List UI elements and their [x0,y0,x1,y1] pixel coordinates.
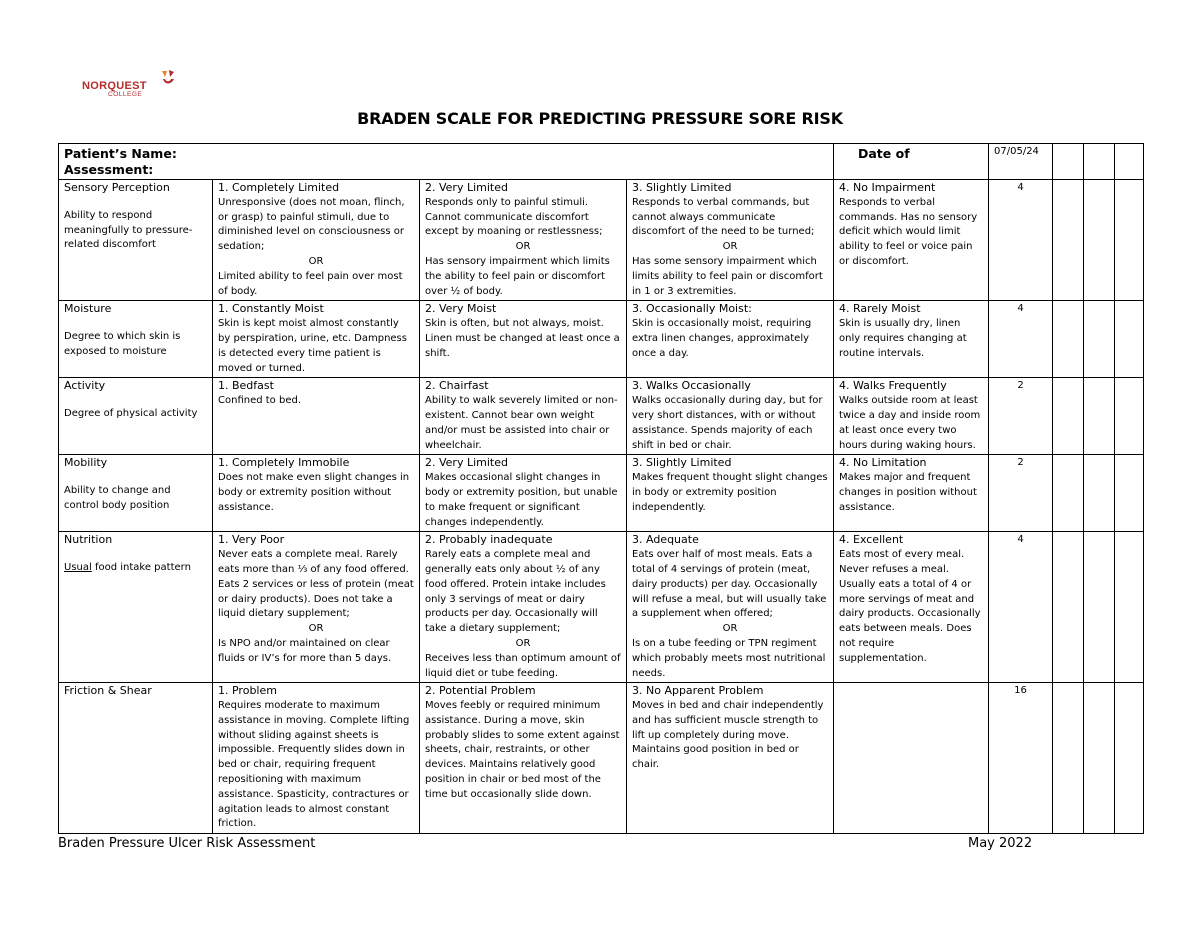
category-cell [59,180,213,301]
option-text-alt: Has some sensory impairment which limits ability to feel pain or discomfort in 1 or 3 extremities. [632,255,823,297]
logo-mark-icon [160,69,176,87]
option-cell [834,532,989,683]
option-text: Confined to bed. [218,395,301,407]
option-title: 1. Problem [218,684,277,698]
option-text: Moves feebly or required minimum assistance. During a move, skin probably slides to some extent against sheets, chair, restraints, or other devices. Maintains relatively good position in chair or bed most of the time but occasionally slide down. [425,700,620,800]
category-description: Ability to respond meaningfully to pressure-related discomfort [64,209,193,251]
patient-name-cell [59,144,834,180]
empty-score-cell [1053,378,1084,455]
or-separator: OR [308,255,324,267]
empty-score-cell [1084,378,1115,455]
empty-score-cell [1053,180,1084,301]
date-value: 07/05/24 [989,144,1053,180]
page-title: BRADEN SCALE FOR PREDICTING PRESSURE SORE RISK [357,109,843,128]
option-cell [834,180,989,301]
option-text-alt: Limited ability to feel pain over most of body. [218,270,403,297]
logo-name: NORQUEST [82,80,147,92]
option-text: Ability to walk severely limited or non-existent. Cannot bear own weight and/or must be assisted into chair or wheelchair. [425,395,618,451]
category-title: Sensory Perception [64,181,170,194]
option-text-alt: Receives less than optimum amount of liquid diet or tube feeding. [425,652,621,679]
date-of-label: Date of [858,146,910,161]
date-col-3 [1084,144,1115,180]
or-separator: OR [515,637,531,649]
score-cell: 4 [989,180,1053,301]
option-title: 2. Chairfast [425,379,489,393]
option-text: Responds to verbal commands. Has no sensory deficit which would limit ability to feel or voice pain or discomfort. [839,196,978,267]
option-title: 4. No Limitation [839,456,927,470]
option-title: 2. Potential Problem [425,684,536,698]
category-description: Degree of physical activity [64,408,198,420]
option-title: 2. Very Limited [425,456,508,470]
option-text: Eats over half of most meals. Eats a total of 4 servings of protein (meat, dairy products) per day. Occasionally will refuse a meal, but will usually take a supplement when offered; [632,549,827,620]
option-cell [627,180,834,301]
option-title: 3. Walks Occasionally [632,379,751,393]
option-text: Responds to verbal commands, but cannot always communicate discomfort of the need to be turned; [632,196,815,238]
option-cell [834,455,989,532]
category-title: Activity [64,379,106,393]
category-cell [59,455,213,532]
option-cell [627,378,834,455]
date-of-cell [834,144,989,180]
table-row [59,532,1144,683]
table-row [59,683,1144,834]
option-title: 3. No Apparent Problem [632,684,764,698]
empty-score-cell [1053,301,1084,378]
option-cell [420,180,627,301]
or-separator: OR [722,241,738,253]
option-title: 3. Slightly Limited [632,456,732,470]
option-text: Makes frequent thought slight changes in body or extremity position independently. [632,472,828,513]
empty-score-cell [1115,532,1144,683]
option-title: 2. Very Moist [425,302,497,316]
option-text: Moves in bed and chair independently and has sufficient muscle strength to lift up completely during move. Maintains good position in bed or chair. [632,700,824,771]
empty-score-cell [1115,378,1144,455]
option-title: 2. Probably inadequate [425,533,553,547]
footer-right: May 2022 [968,836,1033,851]
score-cell: 2 [989,378,1053,455]
option-text: Makes occasional slight changes in body or extremity position, but unable to make frequent or significant changes independently. [425,472,618,528]
option-cell [213,378,420,455]
or-separator: OR [515,241,531,253]
date-col-2 [1053,144,1084,180]
option-title: 1. Completely Limited [218,181,340,194]
option-cell [834,378,989,455]
option-cell [213,455,420,532]
option-cell [834,683,989,834]
footer-left: Braden Pressure Ulcer Risk Assessment [58,836,316,851]
option-cell [420,455,627,532]
option-title: 4. Walks Frequently [839,379,947,393]
or-separator: OR [308,623,324,635]
option-text: Unresponsive (does not moan, flinch, or grasp) to painful stimuli, due to diminished level on consciousness or sedation; [218,196,405,253]
empty-score-cell [1053,532,1084,683]
empty-score-cell [1084,532,1115,683]
option-text: Responds only to painful stimuli. Cannot communicate discomfort except by moaning or restlessness; [425,196,603,238]
option-text: Never eats a complete meal. Rarely eats more than ⅓ of any food offered. Eats 2 services or less of protein (meat or dairy products). Does not take a liquid dietary supplement; [218,549,414,620]
category-description-underlined: Usual [64,562,92,574]
option-text: Makes major and frequent changes in position without assistance. [839,472,977,513]
option-title: 3. Slightly Limited [632,181,732,194]
score-cell: 16 [989,683,1053,834]
option-title: 1. Constantly Moist [218,302,324,316]
option-text-alt: Is NPO and/or maintained on clear fluids or IV’s for more than 5 days. [218,637,392,664]
option-text: Walks occasionally during day, but for very short distances, with or without assistance. Spends majority of each shift in bed or chair. [632,395,823,451]
empty-score-cell [1115,455,1144,532]
category-description: Degree to which skin is exposed to moisture [64,331,181,357]
category-cell [59,301,213,378]
category-title: Mobility [64,456,108,470]
option-cell [420,683,627,834]
category-cell [59,683,213,834]
option-cell [627,301,834,378]
assessment-label: Assessment: [64,162,154,177]
table-row [59,455,1144,532]
option-text: Rarely eats a complete meal and generally eats only about ½ of any food offered. Protein intake includes only 3 servings of meat or dairy products per day. Occasionally will take a dietary supplement; [425,549,606,635]
option-title: 3. Occasionally Moist: [632,302,752,316]
category-cell [59,378,213,455]
empty-score-cell [1084,455,1115,532]
option-text: Skin is often, but not always, moist. Linen must be changed at least once a shift. [425,318,620,359]
empty-score-cell [1053,455,1084,532]
option-text: Skin is usually dry, linen only requires changing at routine intervals. [839,318,967,359]
option-text: Walks outside room at least twice a day and inside room at least once every two hours during waking hours. [839,395,981,451]
date-col-4 [1115,144,1144,180]
option-text: Eats most of every meal. Never refuses a meal. Usually eats a total of 4 or more servings of meat and dairy products. Occasionally eats between meals. Does not require supplementation. [839,549,981,664]
option-title: 3. Adequate [632,533,699,547]
category-title: Friction & Shear [64,684,152,698]
category-title: Nutrition [64,533,113,547]
option-text: Skin is kept moist almost constantly by perspiration, urine, etc. Dampness is detected every time patient is moved or turned. [218,318,407,374]
table-row [59,301,1144,378]
option-cell [627,683,834,834]
score-cell: 4 [989,532,1053,683]
empty-score-cell [1115,683,1144,834]
empty-score-cell [1084,683,1115,834]
option-cell [627,455,834,532]
empty-score-cell [1084,180,1115,301]
table-body [59,180,1144,834]
option-cell [834,301,989,378]
category-description: Ability to change and control body position [64,485,171,511]
category-description-rest: food intake pattern [91,562,191,574]
option-cell [420,532,627,683]
option-text: Requires moderate to maximum assistance in moving. Complete lifting without sliding against sheets is impossible. Frequently slides down in bed or chair, requiring frequent repositioning with maximum assistance. Spasticity, contractures or agitation leads to almost constant friction. [218,700,410,830]
option-text-alt: Is on a tube feeding or TPN regiment which probably meets most nutritional needs. [632,637,826,679]
score-cell: 4 [989,301,1053,378]
category-title: Moisture [64,302,112,316]
option-text: Does not make even slight changes in body or extremity position without assistance. [218,472,410,513]
or-separator: OR [722,623,738,635]
option-title: 4. No Impairment [839,181,936,194]
table-row [59,180,1144,301]
option-cell [213,301,420,378]
option-title: 1. Completely Immobile [218,456,350,470]
empty-score-cell [1053,683,1084,834]
table-row [59,378,1144,455]
category-cell [59,532,213,683]
category-description [64,561,207,576]
option-title: 1. Very Poor [218,533,285,547]
option-cell [420,301,627,378]
option-text-alt: Has sensory impairment which limits the ability to feel pain or discomfort over ½ of body. [425,255,610,297]
option-text: Skin is occasionally moist, requiring extra linen changes, approximately once a day. [632,318,812,359]
empty-score-cell [1084,301,1115,378]
logo-sub: COLLEGE [108,91,143,98]
option-title: 1. Bedfast [218,379,274,393]
option-cell [627,532,834,683]
empty-score-cell [1115,301,1144,378]
option-title: 4. Rarely Moist [839,302,921,316]
option-title: 2. Very Limited [425,181,508,194]
option-title: 4. Excellent [839,533,904,547]
option-cell [213,532,420,683]
option-cell [213,180,420,301]
empty-score-cell [1115,180,1144,301]
patient-name-label: Patient’s Name: [64,146,177,161]
option-cell [213,683,420,834]
option-cell [420,378,627,455]
header-row [59,144,1144,180]
braden-table [58,143,1144,834]
score-cell: 2 [989,455,1053,532]
